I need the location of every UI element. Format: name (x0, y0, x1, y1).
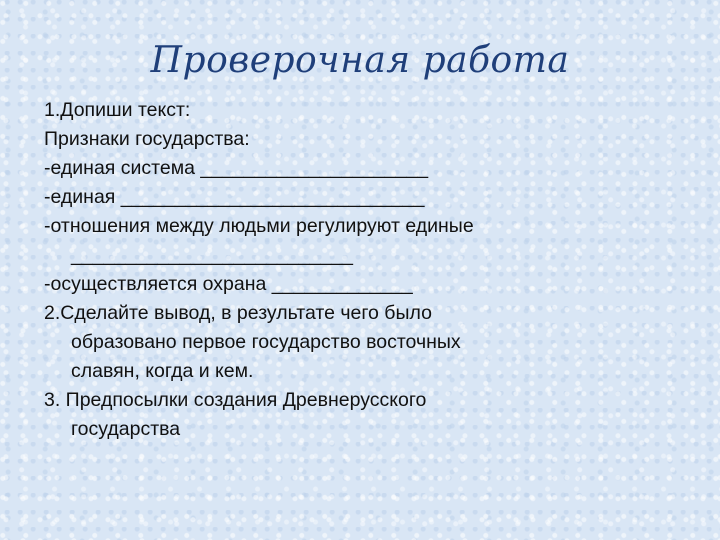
task-2-line-2: образовано первое государство восточных (71, 331, 461, 353)
slide-title: Проверочная работа (150, 40, 570, 81)
task-3-line-1: 3. Предпосылки создания Древнерусского (44, 389, 427, 411)
sign-unified-system: -единая система _____________________ (44, 157, 429, 179)
sign-unified: -единая ____________________________ (44, 186, 425, 208)
sign-relations: -отношения между людьми регулируют единые (44, 215, 474, 237)
task-2-line-1: 2.Сделайте вывод, в результате чего было (44, 302, 432, 324)
task-1-heading: 1.Допиши текст: (44, 99, 191, 121)
sign-protection: -осуществляется охрана _____________ (44, 273, 413, 295)
slide-body (44, 96, 694, 444)
task-3-line-2: государства (71, 418, 181, 440)
sign-relations-blank: __________________________ (71, 244, 353, 266)
task-2-line-3: славян, когда и кем. (71, 360, 254, 382)
state-signs-heading: Признаки государства: (44, 128, 250, 150)
